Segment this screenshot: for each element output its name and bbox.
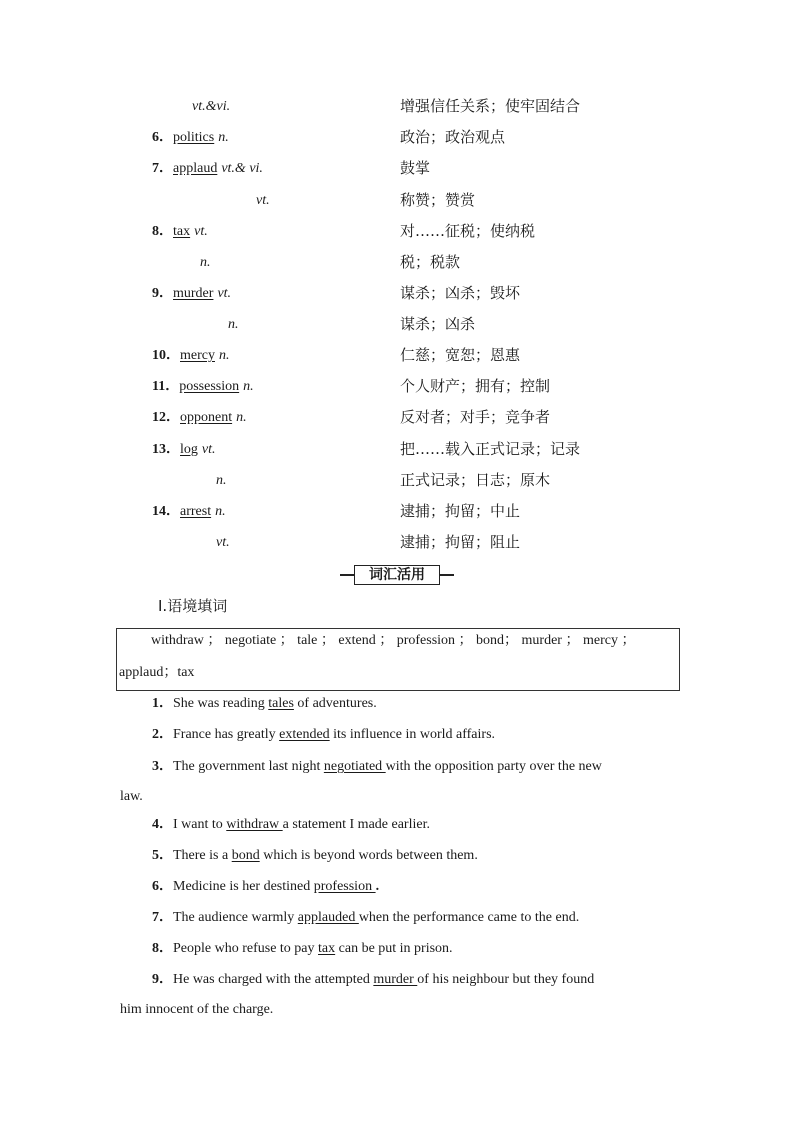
sentence-item xyxy=(152,815,430,835)
sentence-number: 1． xyxy=(152,696,173,711)
vocab-pos: n. xyxy=(215,504,226,519)
vocab-number: 13． xyxy=(152,442,180,457)
answer-blank: profession xyxy=(313,879,376,894)
section-banner xyxy=(340,565,454,585)
answer-blank: tax xyxy=(318,941,336,956)
sentence-text: a statement I made earlier. xyxy=(282,817,430,832)
vocab-word: log xyxy=(180,442,198,457)
vocab-meaning: 称赞；赞赏 xyxy=(400,191,476,209)
vocab-row xyxy=(216,470,227,490)
vocab-pos: vt. xyxy=(256,193,270,208)
vocab-row xyxy=(152,283,231,303)
vocab-row xyxy=(152,345,229,365)
vocab-word: tax xyxy=(173,224,191,239)
sentence-item xyxy=(152,939,453,959)
sentence-item xyxy=(152,970,672,990)
vocab-word: opponent xyxy=(180,410,233,425)
vocab-pos: vt.&vi. xyxy=(192,99,231,114)
answer-blank: extended xyxy=(279,727,330,742)
vocab-meaning: 仁慈；宽恕；恩惠 xyxy=(400,346,521,364)
vocab-meaning: 谋杀；凶杀 xyxy=(400,315,476,333)
vocab-meaning: 谋杀；凶杀；毁坏 xyxy=(400,284,521,302)
vocab-word: possession xyxy=(179,379,240,394)
vocab-pos: n. xyxy=(200,255,211,270)
sentence-number: 5． xyxy=(152,848,173,863)
vocab-row xyxy=(200,252,211,272)
vocab-meaning: 逮捕；拘留；中止 xyxy=(400,502,521,520)
vocab-number: 11． xyxy=(152,379,180,394)
vocab-word: mercy xyxy=(180,348,215,363)
vocab-meaning: 对……征税；使纳税 xyxy=(400,222,536,240)
sentence-item xyxy=(152,725,495,745)
vocab-number: 12． xyxy=(152,410,180,425)
vocab-meaning: 个人财产；拥有；控制 xyxy=(400,377,551,395)
sentence-text: There is a xyxy=(173,848,232,863)
sentence-number: 7． xyxy=(152,910,173,925)
vocab-pos: vt. xyxy=(217,286,232,301)
vocab-number: 8． xyxy=(152,224,173,239)
sentence-item xyxy=(152,877,379,897)
answer-blank: tales xyxy=(268,696,294,711)
vocab-word: applaud xyxy=(173,161,218,176)
banner-line-right xyxy=(440,574,454,576)
answer-blank: negotiated xyxy=(323,759,386,774)
vocab-pos: vt. xyxy=(201,442,216,457)
sentence-text: when the performance came to the end. xyxy=(358,910,580,925)
sentence-item xyxy=(152,846,478,866)
sentence-text: of adventures. xyxy=(293,696,377,711)
vocab-pos: n. xyxy=(218,348,230,363)
answer-blank: withdraw xyxy=(226,817,283,832)
vocab-meaning: 逮捕；拘留；阻止 xyxy=(400,533,521,551)
vocab-meaning: 增强信任关系；使牢固结合 xyxy=(400,97,581,115)
vocab-word: murder xyxy=(173,286,214,301)
vocab-row xyxy=(152,501,226,521)
vocab-row xyxy=(152,127,229,147)
vocab-number: 14． xyxy=(152,504,180,519)
sentence-continuation: him innocent of the charge. xyxy=(120,1002,274,1017)
sentence-text: its influence in world affairs. xyxy=(329,727,496,742)
vocab-row xyxy=(216,532,230,552)
sentence-text: . xyxy=(375,879,380,894)
vocab-row xyxy=(152,158,263,178)
vocab-row xyxy=(256,190,270,210)
sentence-text: The audience warmly xyxy=(173,910,298,925)
vocab-pos: vt.& vi. xyxy=(221,161,263,176)
sentence-text: I want to xyxy=(173,817,227,832)
word-bank-line: applaud；tax xyxy=(119,665,195,680)
sentence-text: with the opposition party over the new xyxy=(385,759,602,774)
vocab-pos: n. xyxy=(216,473,227,488)
answer-blank: murder xyxy=(373,972,418,987)
sentence-text: He was charged with the attempted xyxy=(173,972,374,987)
vocab-meaning: 把……载入正式记录；记录 xyxy=(400,440,581,458)
sentence-text: can be put in prison. xyxy=(335,941,453,956)
vocab-number: 7． xyxy=(152,161,173,176)
answer-blank: applauded xyxy=(297,910,359,925)
vocab-row xyxy=(152,376,254,396)
vocab-row xyxy=(152,221,208,241)
answer-blank: bond xyxy=(231,848,260,863)
vocab-meaning: 政治；政治观点 xyxy=(400,128,506,146)
sentence-text: France has greatly xyxy=(173,727,280,742)
sentence-text: She was reading xyxy=(173,696,269,711)
vocab-meaning: 正式记录；日志；原木 xyxy=(400,471,551,489)
vocab-meaning: 鼓掌 xyxy=(400,159,431,177)
sentence-text: People who refuse to pay xyxy=(173,941,319,956)
vocab-number: 10． xyxy=(152,348,180,363)
vocab-number: 6． xyxy=(152,130,173,145)
vocab-pos: n. xyxy=(243,379,254,394)
sentence-item xyxy=(152,908,579,928)
word-bank-line: withdraw ； negotiate ； tale ； extend ； profession ； bond； murder ； mercy ； xyxy=(151,633,636,648)
vocab-row xyxy=(192,96,230,116)
vocab-meaning: 反对者；对手；竞争者 xyxy=(400,408,551,426)
sentence-text: of his neighbour but they found xyxy=(417,972,595,987)
sentence-number: 4． xyxy=(152,817,173,832)
sentence-text: which is beyond words between them. xyxy=(259,848,478,863)
vocab-pos: n. xyxy=(236,410,247,425)
vocab-pos: n. xyxy=(218,130,229,145)
sentence-number: 8． xyxy=(152,941,173,956)
word-bank-box xyxy=(116,628,680,691)
vocab-pos: n. xyxy=(228,317,239,332)
vocab-row xyxy=(152,439,216,459)
part-title: Ⅰ.语境填词 xyxy=(158,597,228,615)
sentence-number: 3． xyxy=(152,759,173,774)
vocab-word: politics xyxy=(173,130,215,145)
vocab-number: 9． xyxy=(152,286,173,301)
vocab-row xyxy=(152,407,247,427)
sentence-text: Medicine is her destined xyxy=(173,879,314,894)
sentence-item xyxy=(152,694,377,714)
section-title: 词汇活用 xyxy=(354,565,440,585)
vocab-pos: vt. xyxy=(194,224,208,239)
banner-line-left xyxy=(340,574,354,576)
vocab-meaning: 税；税款 xyxy=(400,253,461,271)
sentence-number: 2． xyxy=(152,727,173,742)
vocab-pos: vt. xyxy=(216,535,230,550)
sentence-continuation: law. xyxy=(120,789,143,804)
sentence-text: The government last night xyxy=(173,759,324,774)
sentence-number: 6． xyxy=(152,879,173,894)
sentence-number: 9． xyxy=(152,972,173,987)
sentence-item xyxy=(152,757,672,777)
vocab-word: arrest xyxy=(180,504,212,519)
vocab-row xyxy=(228,314,239,334)
